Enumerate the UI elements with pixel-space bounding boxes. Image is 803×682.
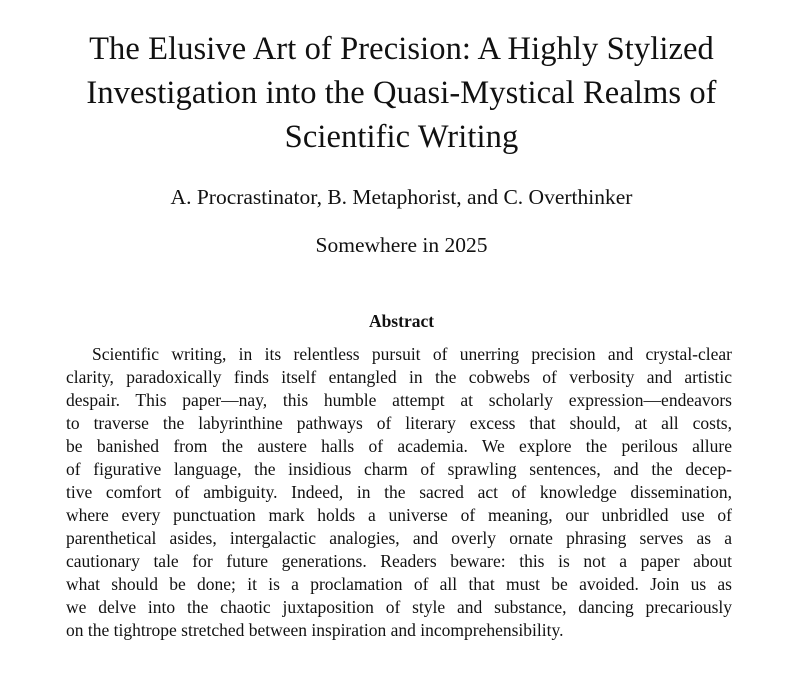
author-list: A. Procrastinator, B. Metaphorist, and C. Overthinker [170, 185, 633, 209]
title-line: The Elusive Art of Precision: A Highly Stylized [89, 31, 714, 67]
abstract-body [66, 343, 732, 642]
abstract-line: we delve into the chaotic juxtaposition of style and substance, dancing precariously [66, 597, 732, 617]
publication-date: Somewhere in 2025 [315, 233, 488, 257]
abstract-line: be banished from the austere halls of academia. We explore the perilous allure [66, 436, 732, 456]
abstract-line: where every punctuation mark holds a universe of meaning, our unbridled use of [66, 505, 732, 525]
abstract-line: clarity, paradoxically finds itself entangled in the cobwebs of verbosity and artistic [66, 367, 732, 387]
abstract-line: despair. This paper—nay, this humble attempt at scholarly expression—endeavors [66, 390, 732, 410]
abstract-line: Scientific writing, in its relentless pursuit of unerring precision and crystal-clear [92, 344, 732, 364]
abstract-line: what should be done; it is a proclamation of all that must be avoided. Join us as [66, 574, 732, 594]
abstract-line: parenthetical asides, intergalactic analogies, and overly ornate phrasing serves as a [66, 528, 732, 548]
abstract-heading: Abstract [368, 311, 435, 331]
title-line: Investigation into the Quasi-Mystical Realms of [86, 75, 717, 111]
paper-title [30, 27, 773, 159]
abstract-line: cautionary tale for future generations. Readers beware: this is not a paper about [66, 551, 732, 571]
abstract-line: of figurative language, the insidious charm of sprawling sentences, and the decep- [66, 459, 732, 479]
title-line: Scientific Writing [284, 119, 519, 155]
abstract-line: tive comfort of ambiguity. Indeed, in the sacred act of knowledge dissemination, [66, 482, 732, 502]
abstract-line: to traverse the labyrinthine pathways of literary excess that should, at all costs, [66, 413, 732, 433]
abstract-line: on the tightrope stretched between inspiration and incomprehensibility. [66, 620, 564, 640]
